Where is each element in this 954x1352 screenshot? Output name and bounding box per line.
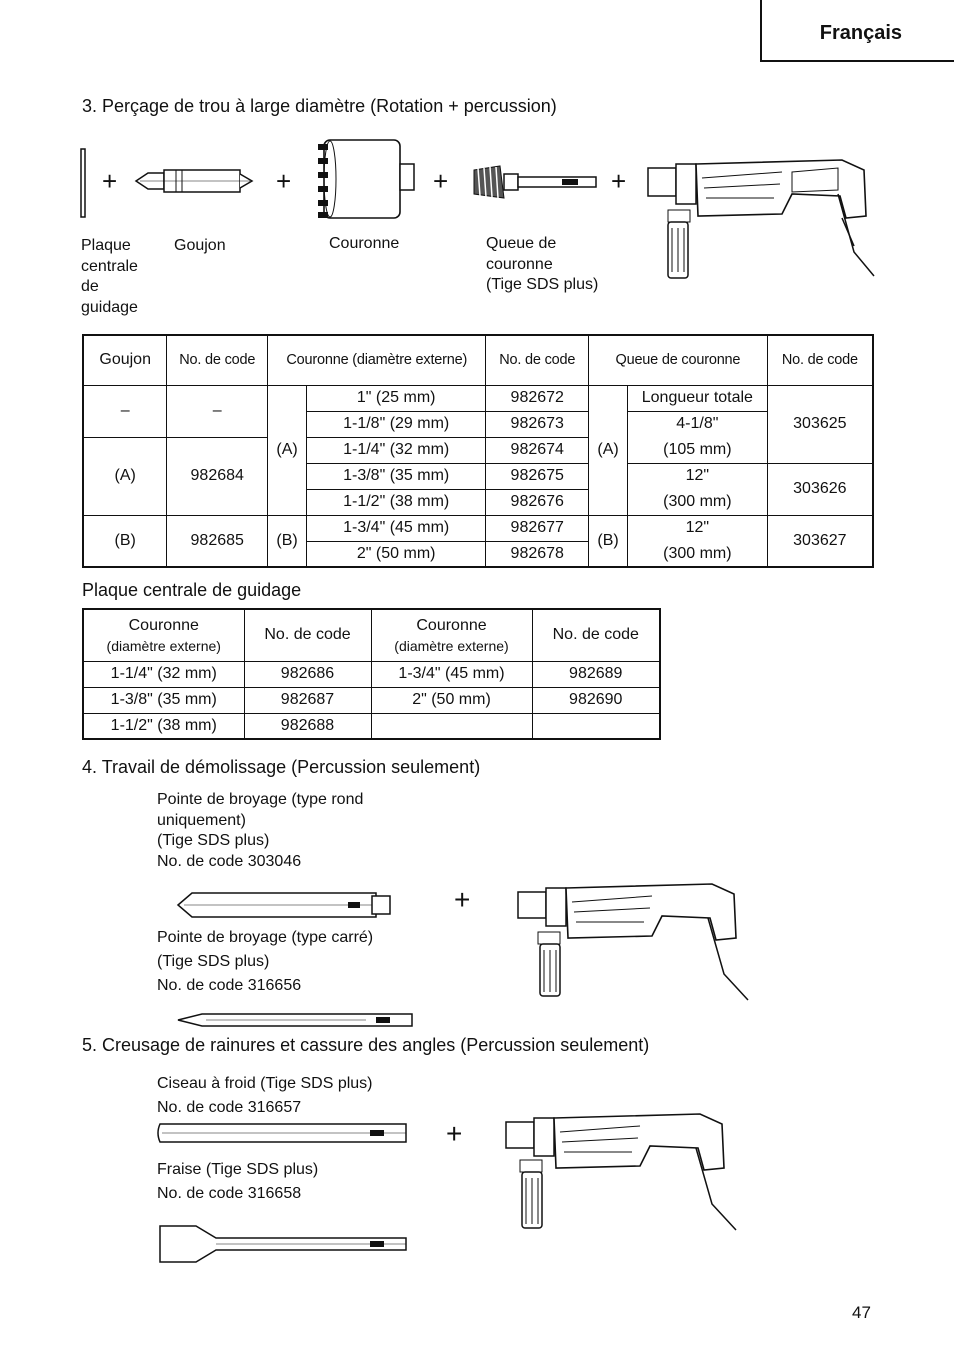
round-point-illustration bbox=[176, 890, 396, 920]
plus-icon: + bbox=[446, 1118, 463, 1149]
table-cell: 982677 bbox=[486, 515, 589, 541]
table-cell: 982673 bbox=[486, 411, 589, 437]
scaling-chisel-illustration bbox=[156, 1224, 416, 1264]
plus-icon: + bbox=[102, 166, 118, 196]
table-cell: 982687 bbox=[244, 687, 371, 713]
table-cell: 1-1/8" (29 mm) bbox=[307, 411, 486, 437]
table-cell: (A) bbox=[268, 385, 307, 515]
table-cell: (B) bbox=[83, 515, 167, 567]
table-cell: (A) bbox=[83, 437, 167, 515]
table-row bbox=[83, 515, 873, 541]
table-cell: 982672 bbox=[486, 385, 589, 411]
table-cell: 982685 bbox=[167, 515, 268, 567]
table-cell: 982676 bbox=[486, 489, 589, 515]
square-point-label: Pointe de broyage (type carré) (Tige SDS plus) No. de code 316656 bbox=[157, 929, 374, 994]
table-cell: 1-3/8" (35 mm) bbox=[83, 687, 244, 713]
couronne-illustration bbox=[316, 136, 418, 222]
hammer-drill-illustration bbox=[512, 882, 752, 1004]
table-cell: 982674 bbox=[486, 437, 589, 463]
table-cell: (300 mm) bbox=[628, 489, 768, 515]
table-cell: (B) bbox=[268, 515, 307, 567]
plus-icon: + bbox=[276, 166, 292, 196]
table-cell: 982678 bbox=[486, 541, 589, 567]
table-header: No. de code bbox=[244, 609, 371, 661]
table-cell bbox=[371, 713, 532, 739]
section-5-title: 5. Creusage de rainures et cassure des angles (Percussion seulement) bbox=[82, 1035, 650, 1055]
section-3-title: 3. Perçage de trou à large diamètre (Rotation + percussion) bbox=[82, 96, 557, 116]
plaque-table bbox=[82, 608, 661, 740]
table-header: Goujon bbox=[83, 335, 167, 385]
round-point-label: Pointe de broyage (type rond uniquement) (Tige SDS plus) No. de code 303046 bbox=[157, 791, 364, 870]
hammer-drill-illustration bbox=[642, 158, 882, 284]
table-header: Couronne (diamètre externe) bbox=[268, 335, 486, 385]
table-cell: 982684 bbox=[167, 437, 268, 515]
table-header-row bbox=[83, 609, 660, 661]
table-cell: 982690 bbox=[532, 687, 660, 713]
table-cell: 1-1/2" (38 mm) bbox=[83, 713, 244, 739]
hammer-drill-illustration bbox=[500, 1112, 740, 1234]
table-header-row bbox=[83, 335, 873, 385]
table-cell: (300 mm) bbox=[628, 541, 768, 567]
cold-chisel-label: Ciseau à froid (Tige SDS plus) No. de code 316657 bbox=[157, 1075, 373, 1116]
language-label: Français bbox=[819, 22, 902, 44]
table-header: Couronne (diamètre externe) bbox=[371, 609, 532, 661]
table-cell: 1-1/4" (32 mm) bbox=[307, 437, 486, 463]
table-header: No. de code bbox=[532, 609, 660, 661]
table-row bbox=[83, 385, 873, 411]
table-cell: 1-1/2" (38 mm) bbox=[307, 489, 486, 515]
table-cell: (B) bbox=[589, 515, 628, 567]
table-cell: 1-3/4" (45 mm) bbox=[371, 661, 532, 687]
language-tab bbox=[760, 0, 954, 62]
page-number: 47 bbox=[852, 1303, 871, 1322]
table-row bbox=[83, 713, 660, 739]
plus-icon: + bbox=[611, 166, 627, 196]
table-cell: 982686 bbox=[244, 661, 371, 687]
table-cell: – bbox=[83, 385, 167, 437]
plus-icon: + bbox=[454, 884, 471, 915]
queue-illustration bbox=[470, 162, 600, 202]
table-cell: 303625 bbox=[767, 385, 873, 463]
table-cell: 1" (25 mm) bbox=[307, 385, 486, 411]
table-cell: 982675 bbox=[486, 463, 589, 489]
section-4-title: 4. Travail de démolissage (Percussion seulement) bbox=[82, 757, 481, 777]
table-cell: 12" bbox=[628, 515, 768, 541]
table-row bbox=[83, 687, 660, 713]
table-header: Queue de couronne bbox=[589, 335, 768, 385]
table-header: No. de code bbox=[486, 335, 589, 385]
table-cell: (105 mm) bbox=[628, 437, 768, 463]
plus-icon: + bbox=[433, 166, 449, 196]
goujon-illustration bbox=[134, 166, 256, 196]
table-cell: Longueur totale bbox=[628, 385, 768, 411]
table-header: No. de code bbox=[767, 335, 873, 385]
couronne-table bbox=[82, 334, 874, 568]
cold-chisel-illustration bbox=[156, 1122, 416, 1144]
table-row bbox=[83, 661, 660, 687]
plaque-label: Plaque centrale de guidage bbox=[81, 237, 138, 316]
table-cell: 2" (50 mm) bbox=[371, 687, 532, 713]
table-row bbox=[83, 437, 873, 463]
table-cell: 12" bbox=[628, 463, 768, 489]
table-header: Couronne (diamètre externe) bbox=[83, 609, 244, 661]
table-cell: 4-1/8" bbox=[628, 411, 768, 437]
table-cell bbox=[532, 713, 660, 739]
table-cell: 982689 bbox=[532, 661, 660, 687]
plaque-section-title: Plaque centrale de guidage bbox=[82, 580, 302, 600]
table-cell: 982688 bbox=[244, 713, 371, 739]
table-cell: – bbox=[167, 385, 268, 437]
table-cell: 1-1/4" (32 mm) bbox=[83, 661, 244, 687]
table-cell: 2" (50 mm) bbox=[307, 541, 486, 567]
plaque-illustration bbox=[80, 148, 88, 220]
table-header: No. de code bbox=[167, 335, 268, 385]
table-cell: 1-3/8" (35 mm) bbox=[307, 463, 486, 489]
table-cell: (A) bbox=[589, 385, 628, 515]
table-cell: 303627 bbox=[767, 515, 873, 567]
scaling-chisel-label: Fraise (Tige SDS plus) No. de code 316658 bbox=[157, 1161, 319, 1202]
queue-label: Queue de couronne (Tige SDS plus) bbox=[486, 235, 599, 293]
goujon-label: Goujon bbox=[174, 237, 226, 254]
couronne-label: Couronne bbox=[329, 235, 400, 252]
table-cell: 1-3/4" (45 mm) bbox=[307, 515, 486, 541]
square-point-illustration bbox=[176, 1012, 416, 1028]
table-cell: 303626 bbox=[767, 463, 873, 515]
